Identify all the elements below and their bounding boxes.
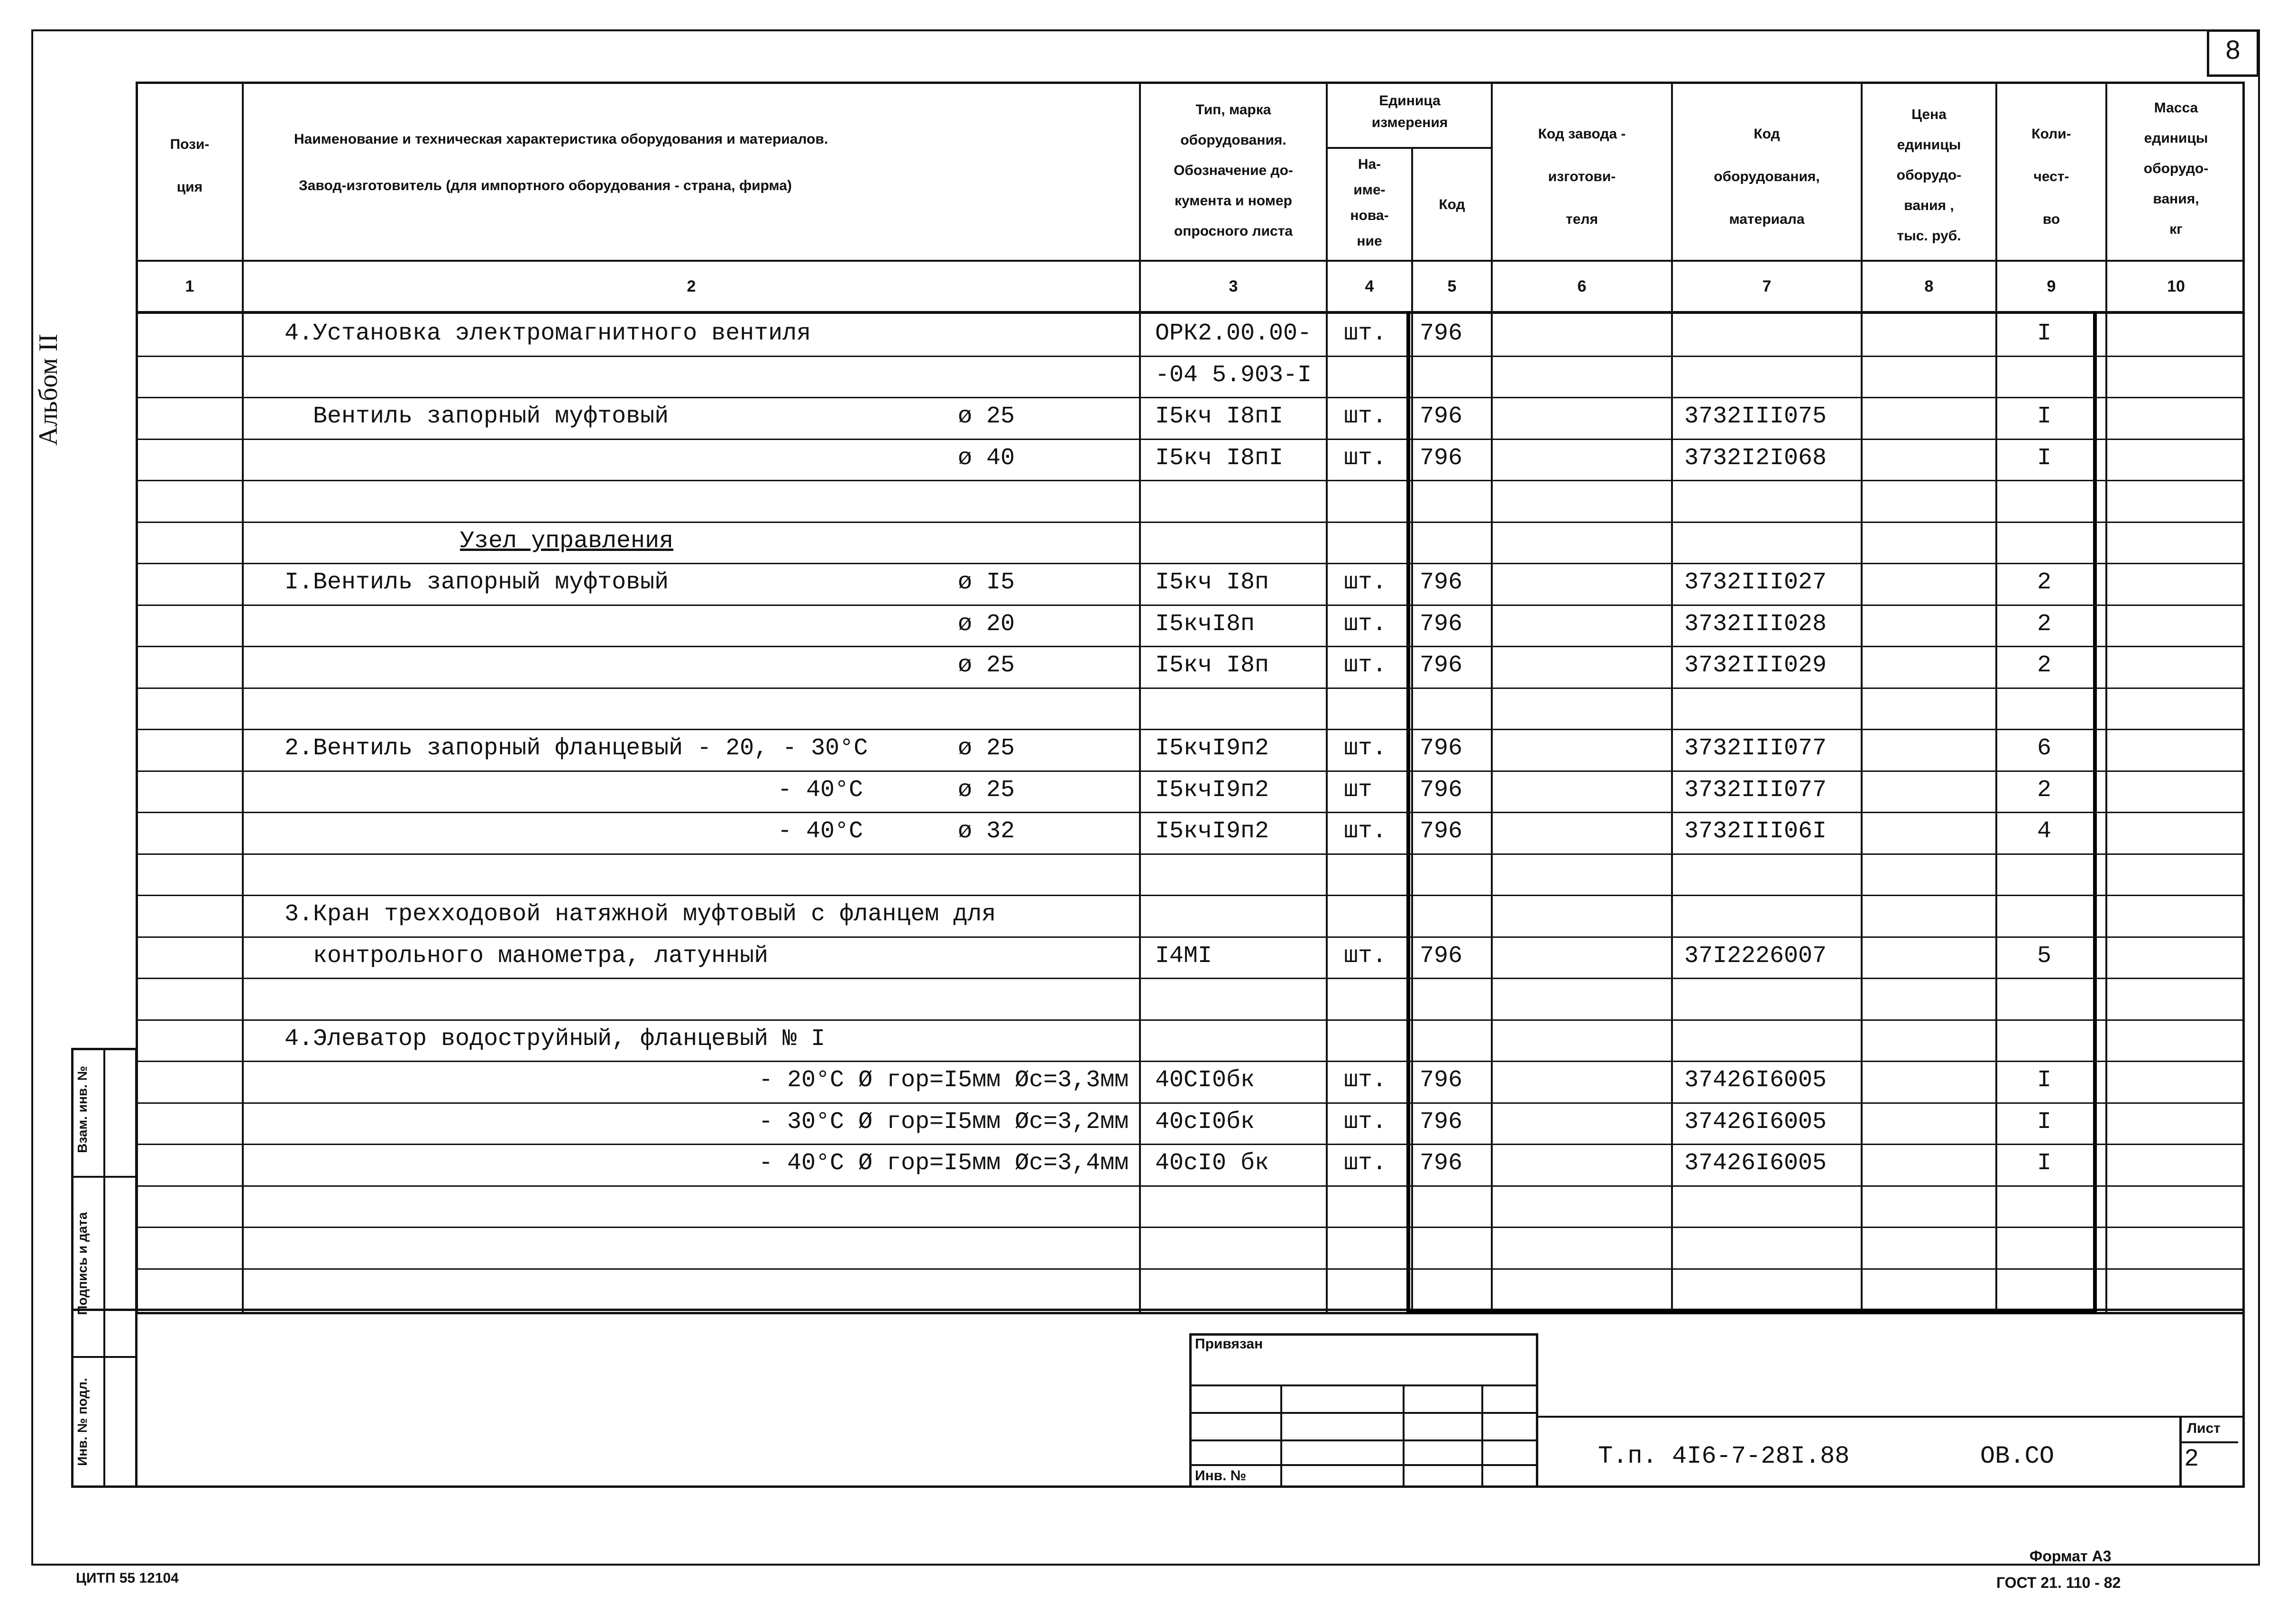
bottom-frame (71, 1309, 2245, 1488)
header-equipment-code: Код оборудования, материала (1714, 126, 1820, 227)
cell-name: - 40°C (778, 818, 863, 845)
cell-code: 37I2226007 (1684, 942, 1827, 970)
row-divider (136, 1227, 2245, 1228)
cell-name: контрольного манометра, латунный (313, 942, 769, 970)
cell-code: 3732III028 (1684, 610, 1827, 638)
cell-unit: шт. (1344, 403, 1387, 430)
row-divider (136, 687, 2245, 689)
cell-name: Узел управления (460, 527, 674, 555)
row-divider (136, 1268, 2245, 1270)
cell-unit: шт. (1344, 1150, 1387, 1177)
cell-qty: I (2037, 1150, 2052, 1177)
cell-code: 3732III029 (1684, 652, 1827, 679)
row-divider (136, 936, 2245, 938)
cell-code: 3732III075 (1684, 403, 1827, 430)
cell-code: 37426I6005 (1684, 1150, 1827, 1177)
cell-ucode: 796 (1420, 652, 1463, 679)
header-name-line2: Завод-изготовитель (для импортного оборудования - страна, фирма) (299, 178, 792, 193)
colnum-5: 5 (1447, 277, 1457, 295)
row-divider (136, 397, 2245, 398)
unit-group-divider (1326, 147, 1492, 149)
cell-code: 3732III06I (1684, 818, 1827, 845)
header-unit-code: Код (1439, 197, 1465, 212)
row-divider (136, 480, 2245, 481)
colnum-7: 7 (1762, 277, 1772, 295)
row-divider (136, 729, 2245, 730)
cell-name: 4.Установка электромагнитного вентиля (285, 320, 811, 347)
cell-unit: шт. (1344, 444, 1387, 472)
cell-dia: ø 20 (958, 610, 1015, 638)
cell-type: I5кчI9п2 (1155, 776, 1269, 804)
header-quantity: Коли- чест- во (2031, 126, 2071, 227)
cell-unit: шт. (1344, 1108, 1387, 1136)
row-divider (136, 895, 2245, 896)
colnum-9: 9 (2047, 277, 2056, 295)
cell-type: I5кчI9п2 (1155, 735, 1269, 762)
cell-ucode: 796 (1420, 1067, 1463, 1094)
sheet-number-top: 8 (2225, 35, 2241, 64)
col-line-9 (2105, 82, 2107, 1313)
row-divider (136, 1185, 2245, 1187)
cell-dia: ø 25 (958, 403, 1015, 430)
privyazan-line-2 (1189, 1412, 1538, 1414)
cell-dia: ø 40 (958, 444, 1015, 472)
cell-code: 3732III077 (1684, 735, 1827, 762)
cell-name: 4.Элеватор водоструйный, фланцевый № I (285, 1025, 826, 1053)
list-label: Лист (2187, 1421, 2221, 1436)
row-divider (136, 770, 2245, 772)
list-value: 2 (2184, 1445, 2199, 1473)
cell-name: - 20°C Ø гор=I5мм Øс=3,3мм (759, 1067, 1129, 1094)
colnum-8: 8 (1924, 277, 1934, 295)
footer-format: Формат А3 (2030, 1548, 2112, 1565)
cell-ucode: 796 (1420, 444, 1463, 472)
colnum-2: 2 (687, 277, 696, 295)
header-price: Цена единицы оборудо- вания , тыс. руб. (1896, 107, 1962, 244)
row-divider (136, 812, 2245, 813)
cell-unit: шт. (1344, 320, 1387, 347)
header-name-line1: Наименование и техническая характеристика оборудования и материалов. (294, 131, 828, 147)
privyazan-line-4 (1189, 1464, 1538, 1466)
outer-bottom-border (31, 1564, 2260, 1566)
cell-unit: шт. (1344, 818, 1387, 845)
cell-unit: шт. (1344, 569, 1387, 596)
header-type: Тип, марка оборудования. Обозначение до- кумента и номер опросного листа (1174, 102, 1293, 239)
row-divider (136, 563, 2245, 564)
cell-type: I5кч I8пI (1155, 403, 1284, 430)
cell-qty: 4 (2037, 818, 2052, 845)
cell-dia: ø I5 (958, 569, 1015, 596)
row-divider (136, 1019, 2245, 1021)
row-divider (136, 646, 2245, 647)
cell-ucode: 796 (1420, 942, 1463, 970)
cell-qty: 2 (2037, 610, 2052, 638)
cell-code: 37426I6005 (1684, 1067, 1827, 1094)
cell-type: 40cI0бк (1155, 1108, 1255, 1136)
cell-type: 40CI0бк (1155, 1067, 1255, 1094)
cell-type: I5кч I8п (1155, 652, 1269, 679)
row-divider (136, 1102, 2245, 1104)
header-unit-name: На- име- нова- ние (1350, 156, 1389, 249)
cell-unit: шт. (1344, 942, 1387, 970)
header-bottom-line (136, 260, 2245, 262)
cell-type: I5кч I8пI (1155, 444, 1284, 472)
footer-left: ЦИТП 55 12104 (76, 1570, 179, 1586)
cell-code: 3732I2I068 (1684, 444, 1827, 472)
cell-type: -04 5.903-I (1155, 361, 1312, 389)
header-mass: Масса единицы оборудо- вания, кг (2143, 100, 2209, 237)
cell-unit: шт. (1344, 735, 1387, 762)
side-stamp-vline (103, 1048, 105, 1488)
privyazan-line-1 (1189, 1384, 1538, 1386)
cell-unit: шт. (1344, 1067, 1387, 1094)
row-divider (136, 605, 2245, 606)
side-stamp-podpis: Подпись и дата (75, 1212, 90, 1315)
privyazan-label: Привязан (1195, 1336, 1263, 1352)
cell-qty: 5 (2037, 942, 2052, 970)
cell-name: - 40°C Ø гор=I5мм Øс=3,4мм (759, 1150, 1129, 1177)
cell-ucode: 796 (1420, 403, 1463, 430)
doc-code: Т.п. 4I6-7-28I.88 (1598, 1442, 1850, 1470)
title-block-top-line (1538, 1416, 2245, 1418)
colnum-6: 6 (1577, 277, 1587, 295)
cell-type: 40cI0 бк (1155, 1150, 1269, 1177)
privyazan-line-3 (1189, 1439, 1538, 1441)
cell-dia: ø 25 (958, 776, 1015, 804)
privyazan-vline-3 (1481, 1384, 1483, 1488)
header-factory-code: Код завода - изготови- теля (1538, 126, 1626, 227)
cell-qty: I (2037, 320, 2052, 347)
cell-name: I.Вентиль запорный муфтовый (285, 569, 669, 596)
row-divider (136, 439, 2245, 440)
cell-unit: шт. (1344, 610, 1387, 638)
cell-type: I5кчI9п2 (1155, 818, 1269, 845)
cell-qty: I (2037, 444, 2052, 472)
row-divider (136, 1061, 2245, 1062)
cell-ucode: 796 (1420, 569, 1463, 596)
cell-name: - 30°C Ø гор=I5мм Øс=3,2мм (759, 1108, 1129, 1136)
cell-type: I5кч I8п (1155, 569, 1269, 596)
cell-qty: 2 (2037, 776, 2052, 804)
colnum-10: 10 (2167, 277, 2185, 295)
header-position: Пози- ция (170, 137, 210, 195)
cell-ucode: 796 (1420, 735, 1463, 762)
side-stamp-vzam: Взам. инв. № (75, 1066, 90, 1153)
cell-ucode: 796 (1420, 610, 1463, 638)
cell-ucode: 796 (1420, 776, 1463, 804)
cell-ucode: 796 (1420, 1108, 1463, 1136)
row-divider (136, 356, 2245, 357)
colnum-4: 4 (1365, 277, 1374, 295)
cell-code: 3732III077 (1684, 776, 1827, 804)
cell-qty: I (2037, 403, 2052, 430)
side-stamp-inv: Инв. № подл. (75, 1378, 90, 1466)
footer-gost: ГОСТ 21. 110 - 82 (1996, 1574, 2121, 1591)
outer-right-border (2258, 29, 2260, 1566)
cell-ucode: 796 (1420, 818, 1463, 845)
cell-dia: ø 32 (958, 818, 1015, 845)
header-unit-group: Единица измерения (1371, 93, 1448, 130)
col-line-2 (1139, 82, 1141, 1313)
cell-qty: 6 (2037, 735, 2052, 762)
cell-type: I4MI (1155, 942, 1212, 970)
album-label: Альбом II (34, 333, 63, 446)
colnum-1: 1 (185, 277, 194, 295)
col-line-1 (242, 82, 244, 1313)
cell-dia: ø 25 (958, 735, 1015, 762)
doc-mark: ОВ.СО (1980, 1442, 2055, 1470)
cell-ucode: 796 (1420, 1150, 1463, 1177)
cell-ucode: 796 (1420, 320, 1463, 347)
colnum-3: 3 (1229, 277, 1238, 295)
row-divider (136, 978, 2245, 979)
cell-name: - 40°C (778, 776, 863, 804)
list-box-divider (2179, 1441, 2238, 1443)
cell-name: Вентиль запорный муфтовый (313, 403, 669, 430)
cell-name: 3.Кран трехходовой натяжной муфтовый с фланцем для (285, 901, 996, 928)
cell-qty: 2 (2037, 652, 2052, 679)
privyazan-vline-1 (1280, 1384, 1282, 1488)
cell-code: 37426I6005 (1684, 1108, 1827, 1136)
row-divider (136, 522, 2245, 523)
cell-qty: I (2037, 1108, 2052, 1136)
row-divider (136, 853, 2245, 855)
cell-unit: шт (1344, 776, 1373, 804)
cell-dia: ø 25 (958, 652, 1015, 679)
cell-code: 3732III027 (1684, 569, 1827, 596)
cell-name: 2.Вентиль запорный фланцевый - 20, - 30°C (285, 735, 868, 762)
privyazan-vline-2 (1403, 1384, 1405, 1488)
inv-no-label: Инв. № (1195, 1468, 1247, 1484)
cell-type: ОРК2.00.00- (1155, 320, 1312, 347)
row-divider (136, 1144, 2245, 1145)
cell-unit: шт. (1344, 652, 1387, 679)
outer-top-border (31, 29, 2260, 31)
col-line-3 (1326, 82, 1328, 1313)
cell-qty: 2 (2037, 569, 2052, 596)
cell-type: I5кчI8п (1155, 610, 1255, 638)
cell-qty: I (2037, 1067, 2052, 1094)
